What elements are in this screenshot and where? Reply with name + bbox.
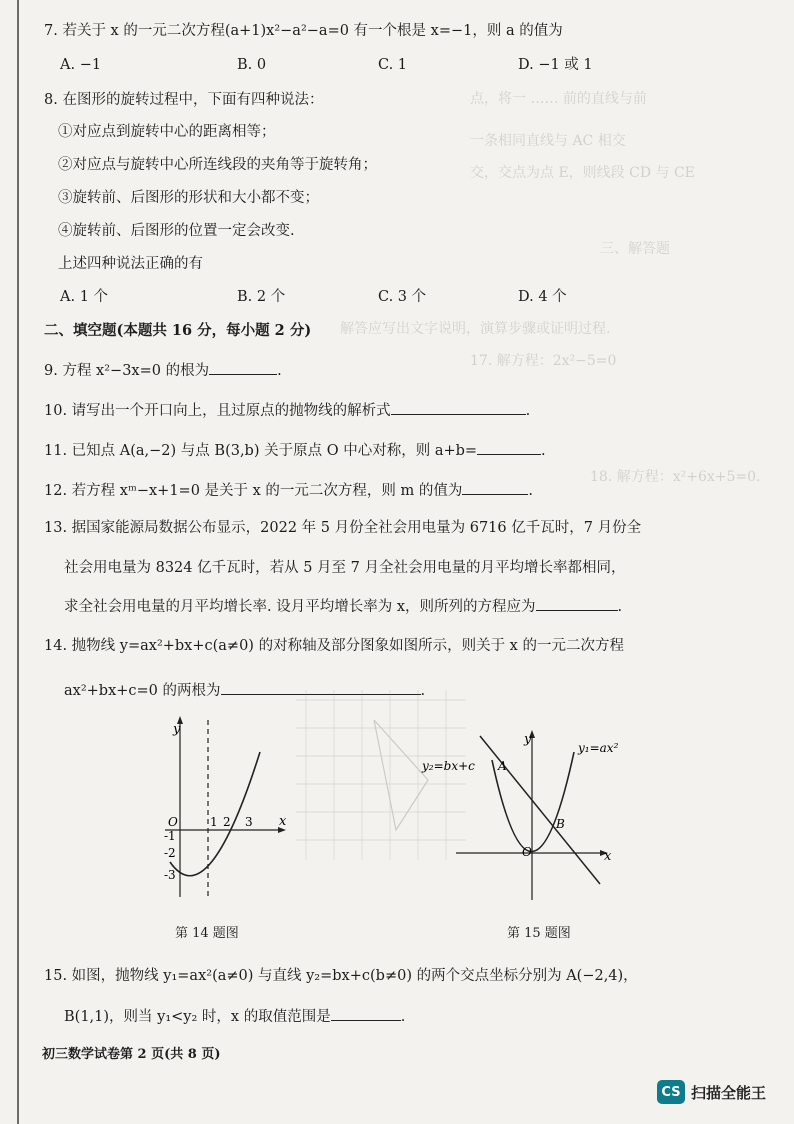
q7-option-d: D. −1 或 1 (518, 57, 593, 73)
scanner-watermark (657, 1080, 766, 1104)
q12-end: . (528, 483, 534, 499)
fig15-point-b: B (556, 817, 565, 831)
q7-stem: 7. 若关于 x 的一元二次方程(a+1)x²−a²−a=0 有一个根是 x=−1，则 a 的值为 (44, 23, 563, 39)
q15-text: B(1,1)，则当 y₁<y₂ 时，x 的取值范围是 (64, 1009, 331, 1025)
fig14-y-tick-3: -3 (164, 868, 176, 882)
q14-end: . (420, 683, 426, 699)
q11-answer-blank[interactable] (477, 440, 541, 455)
watermark-text: 扫描全能王 (691, 1083, 767, 1102)
q13-line-2: 社会用电量为 8324 亿千瓦时，若从 5 月至 7 月全社会用电量的月平均增长率都相同， (64, 560, 626, 576)
q9 (44, 360, 282, 381)
fig15-caption: 第 15 题图 (507, 926, 571, 941)
camscanner-logo-icon: CS (657, 1080, 685, 1104)
fig14-origin: O (168, 815, 178, 829)
bleed-through-text: 一条相同直线与 AC 相交 (470, 133, 626, 149)
fig15-origin: O (522, 845, 532, 859)
fig14-y-label: y (173, 722, 181, 737)
q13-line-3 (64, 596, 622, 617)
q8-option-b: B. 2 个 (237, 289, 286, 305)
q10 (44, 400, 530, 421)
q7-option-a: A. −1 (60, 57, 102, 73)
q9-text: 9. 方程 x²−3x=0 的根为 (44, 363, 210, 379)
q15-end: . (400, 1009, 406, 1025)
q11-end: . (541, 443, 546, 459)
q12-text: 12. 若方程 xᵐ−x+1=0 是关于 x 的一元二次方程，则 m 的值为 (44, 483, 463, 499)
q14-text: ax²+bx+c=0 的两根为 (64, 683, 221, 699)
q12-answer-blank[interactable] (462, 480, 528, 495)
fig15-x-label: x (604, 849, 612, 864)
q7-option-b: B. 0 (237, 57, 267, 73)
fig14-parabola (170, 752, 260, 876)
fig14-y-tick-1: -1 (164, 829, 176, 843)
q11 (44, 440, 546, 461)
bleed-through-text: 解答应写出文字说明，演算步骤或证明过程. (340, 321, 611, 337)
q13-line-1: 13. 据国家能源局数据公布显示，2022 年 5 月份全社会用电量为 6716 亿千瓦时，7 月份全 (44, 520, 642, 536)
q8-option-a: A. 1 个 (60, 289, 109, 305)
q8-item-1: ①对应点到旋转中心的距离相等； (58, 124, 276, 140)
q8-ask: 上述四种说法正确的有 (58, 256, 203, 272)
bleed-through-text: 交，交点为点 E，则线段 CD 与 CE (470, 165, 695, 181)
q12 (44, 480, 533, 501)
fig15-point-a: A (498, 759, 507, 773)
q15-answer-blank[interactable] (331, 1006, 401, 1021)
fig14-x-tick-3: 3 (245, 815, 253, 829)
q14-line-1: 14. 抛物线 y=ax²+bx+c(a≠0) 的对称轴及部分图象如图所示，则关于 x 的一元二次方程 (44, 638, 624, 654)
q8-option-c: C. 3 个 (378, 289, 427, 305)
fig14-x-tick-1: 1 (210, 815, 218, 829)
fig15-line-label: y₂=bx+c (422, 759, 475, 773)
q8-item-2: ②对应点与旋转中心所连线段的夹角等于旋转角； (58, 157, 377, 173)
fig14-caption: 第 14 题图 (175, 926, 239, 941)
q8-item-4: ④旋转前、后图形的位置一定会改变. (58, 223, 295, 239)
q13-end: . (617, 599, 623, 615)
page-footer: 初三数学试卷第 2 页(共 8 页) (42, 1047, 221, 1062)
fig15-curve-label: y₁=ax² (578, 741, 619, 755)
fig14-x-tick-2: 2 (223, 815, 231, 829)
bleed-through-grid (296, 690, 466, 860)
q10-answer-blank[interactable] (391, 400, 526, 415)
figure-15 (422, 722, 642, 902)
q8-stem: 8. 在图形的旋转过程中，下面有四种说法： (44, 92, 324, 108)
q8-option-d: D. 4 个 (518, 289, 567, 305)
q9-end: . (277, 363, 282, 379)
bleed-through-text: 18. 解方程：x²+6x+5=0. (590, 469, 761, 485)
q10-text: 10. 请写出一个开口向上，且过原点的抛物线的解析式 (44, 403, 391, 419)
bleed-through-text: 17. 解方程：2x²−5=0 (470, 353, 617, 369)
fig14-y-tick-2: -2 (164, 846, 176, 860)
q10-end: . (525, 403, 531, 419)
figure-14 (160, 712, 300, 902)
q13-answer-blank[interactable] (536, 596, 618, 611)
q13-text: 求全社会用电量的月平均增长率. 设月平均增长率为 x，则所列的方程应为 (64, 599, 536, 615)
binding-margin-line (17, 0, 19, 1124)
q15-line-1: 15. 如图，抛物线 y₁=ax²(a≠0) 与直线 y₂=bx+c(b≠0) 的两个交点坐标分别为 A(−2,4)， (44, 968, 638, 984)
bleed-through-text: 点，将一 …… 前的直线与前 (470, 91, 647, 107)
q9-answer-blank[interactable] (209, 360, 277, 375)
q11-text: 11. 已知点 A(a,−2) 与点 B(3,b) 关于原点 O 中心对称，则 a+b= (44, 443, 478, 459)
fig14-x-label: x (279, 814, 287, 829)
bleed-through-text: 三、解答题 (600, 241, 670, 257)
section-title: 二、填空题(本题共 16 分，每小题 2 分) (44, 322, 312, 339)
q15-line-2 (64, 1006, 405, 1027)
q8-item-3: ③旋转前、后图形的形状和大小都不变； (58, 190, 319, 206)
q7-option-c: C. 1 (378, 57, 408, 73)
fig15-y-label: y (524, 732, 532, 747)
